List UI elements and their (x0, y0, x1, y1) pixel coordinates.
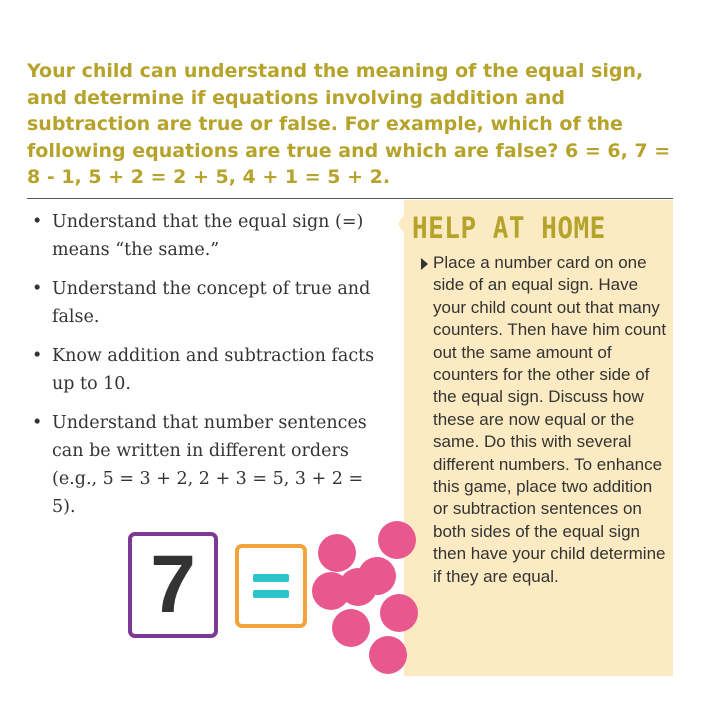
list-item-text: Understand the concept of true and false. (52, 279, 371, 327)
help-at-home-title: HELP AT HOME (412, 212, 606, 246)
list-item (28, 208, 388, 264)
equals-sign-icon (253, 574, 289, 582)
counter-dot (358, 557, 396, 595)
bullet-icon: • (32, 413, 43, 433)
list-item (28, 342, 388, 398)
list-item (28, 275, 388, 331)
list-item-text: Know addition and subtraction facts up to 10. (52, 346, 375, 394)
intro-paragraph (27, 58, 687, 191)
counter-dot (380, 594, 418, 632)
list-item (28, 409, 388, 521)
counter-dot (369, 636, 407, 674)
help-at-home-text: Place a number card on one side of an equal sign. Have your child count out that many counters. Then have him count out the same amount of counters for the other side of the equal sign. Discuss how these are now equal or the same. Do this with several different numbers. To enhance this game, place two addition or subtraction sentences on both sides of the equal sign then have your child determine if they are equal. (433, 253, 667, 586)
list-item-text: Understand that number sentences can be written in different orders (e.g., 5 = 3 + 2, 2 + 3 = 5, 3 + 2 = 5). (52, 413, 367, 517)
list-item-text: Understand that the equal sign (=) means “the same.” (52, 212, 364, 260)
bullet-icon: • (32, 279, 43, 299)
counter-dot (318, 534, 356, 572)
counter-dot (378, 521, 416, 559)
number-card (128, 532, 218, 638)
equals-card (235, 544, 307, 628)
counter-dot (312, 572, 350, 610)
arrow-right-icon (421, 258, 428, 270)
divider-line (27, 198, 673, 199)
counter-dot (332, 609, 370, 647)
intro-text: Your child can understand the meaning of the equal sign, and determine if equations involving addition and subtraction are true or false. For example, which of the following equations are true and which are false? 6 = 6, 7 = 8 - 1, 5 + 2 = 2 + 5, 4 + 1 = 5 + 2. (27, 60, 671, 188)
bullet-icon: • (32, 212, 43, 232)
number-card-value: 7 (150, 539, 196, 630)
equals-sign-icon (253, 590, 289, 598)
skills-list (28, 208, 388, 532)
bullet-icon: • (32, 346, 43, 366)
